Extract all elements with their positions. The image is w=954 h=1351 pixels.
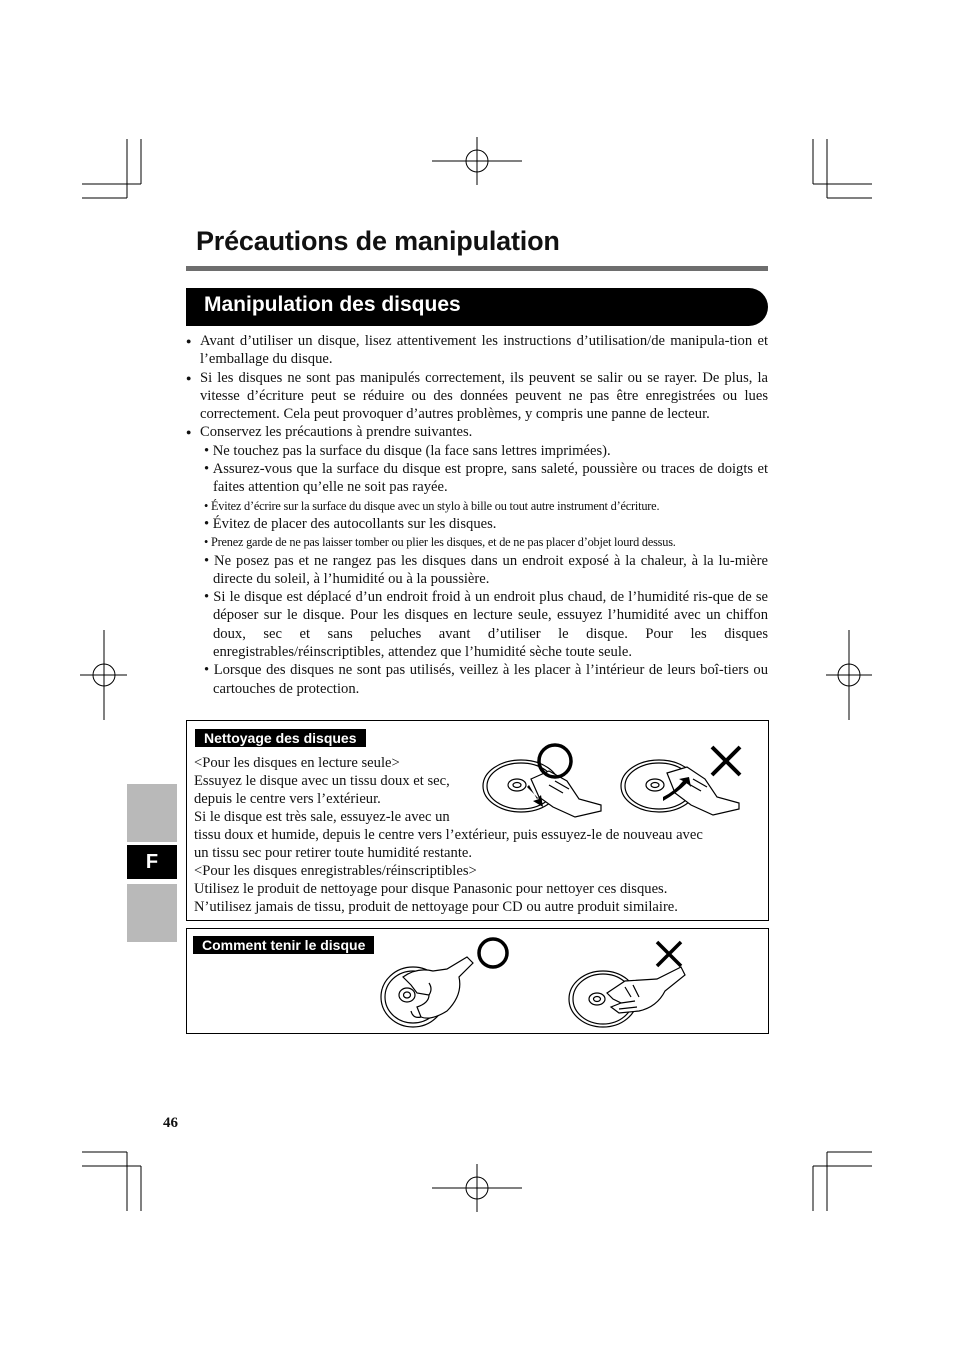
- page-number: 46: [163, 1115, 178, 1131]
- ng-cross-icon: [654, 939, 684, 969]
- sub-bullet-item: • Lorsque des disques ne sont pas utilisés, veillez à les placer à l’intérieur de leurs boî-tiers ou cartouches de protection.: [204, 662, 768, 697]
- cleaning-line: <Pour les disques enregistrables/réinscriptibles>: [194, 863, 477, 879]
- sub-bullet-item: • Évitez de placer des autocollants sur les disques.: [204, 515, 497, 532]
- side-tab-upper: [127, 784, 177, 842]
- sub-bullet-item: • Prenez garde de ne pas laisser tomber ou plier les disques, et de ne pas placer d’objet lourd dessus.: [204, 535, 676, 550]
- cleaning-line: N’utilisez jamais de tissu, produit de nettoyage pour CD ou autre produit similaire.: [194, 899, 678, 915]
- cleaning-box-label: Nettoyage des disques: [195, 729, 366, 747]
- ng-cross-icon: [708, 743, 744, 779]
- sub-bullet-item: • Ne posez pas et ne rangez pas les disques dans un endroit exposé à la chaleur, à la lu-mière directe du soleil, à l’humidité ou à la poussière.: [204, 552, 768, 587]
- incorrect-hold-illustration: [565, 963, 695, 1029]
- holding-box-label: Comment tenir le disque: [193, 936, 374, 954]
- cleaning-line: Utilisez le produit de nettoyage pour disque Panasonic pour nettoyer ces disques.: [194, 881, 668, 897]
- cleaning-line: Si le disque est très sale, essuyez-le avec un: [194, 809, 450, 825]
- sub-bullet-item: • Assurez-vous que la surface du disque est propre, sans saleté, poussière ou traces de doigts et faites attention qu’elle ne soit pas rayée.: [204, 461, 768, 496]
- title-rule: [186, 266, 768, 271]
- bullet-item: ● Conservez les précautions à prendre suivantes.: [186, 423, 768, 441]
- section-header: [186, 288, 768, 326]
- sub-bullet-item: • Si le disque est déplacé d’un endroit froid à un endroit plus chaud, de l’humidité ris-que de se déposer sur le disque. Pour les disques en lecture seule, essuyez l’humidité avec un chiffon doux, sec et sans peluches avant d’utiliser le disque. Pour les disques enregistrables/réinscriptibles, attendez que l’humidité sèche toute seule.: [204, 589, 768, 661]
- bullet-item: ● Si les disques ne sont pas manipulés correctement, ils peuvent se salir ou se rayer. De plus, la vitesse d’écriture peut se réduire ou des données peuvent ne pas être enregistrées ou lues correctement. Cela peut provoquer d’autres problèmes, y compris une panne de lecteur.: [186, 369, 768, 424]
- cleaning-line: tissu doux et humide, depuis le centre vers l’extérieur, puis essuyez-le de nouveau avec: [194, 827, 703, 843]
- cleaning-line: <Pour les disques en lecture seule>: [194, 755, 400, 771]
- cleaning-line: Essuyez le disque avec un tissu doux et sec,: [194, 773, 450, 789]
- bullet-item: ● Avant d’utiliser un disque, lisez attentivement les instructions d’utilisation/de manipula-tion et l’emballage du disque.: [186, 332, 768, 369]
- cleaning-box: [186, 720, 769, 921]
- ok-circle-icon: [535, 741, 575, 781]
- correct-hold-illustration: [377, 955, 487, 1033]
- sub-bullet-item: • Ne touchez pas la surface du disque (la face sans lettres imprimées).: [204, 442, 611, 459]
- cleaning-line: un tissu sec pour retirer toute humidité restante.: [194, 845, 473, 861]
- holding-box: [186, 928, 769, 1034]
- body-text: [186, 332, 768, 698]
- sub-bullet-item: • Évitez d’écrire sur la surface du disque avec un stylo à bille ou tout autre instrument d’écriture.: [204, 498, 660, 513]
- section-title: Manipulation des disques: [204, 293, 461, 316]
- language-tab: F: [127, 845, 177, 879]
- ok-circle-icon: [475, 935, 511, 971]
- cleaning-line: depuis le centre vers l’extérieur.: [194, 791, 381, 807]
- side-tab-lower: [127, 884, 177, 942]
- page-title: Précautions de manipulation: [196, 226, 560, 256]
